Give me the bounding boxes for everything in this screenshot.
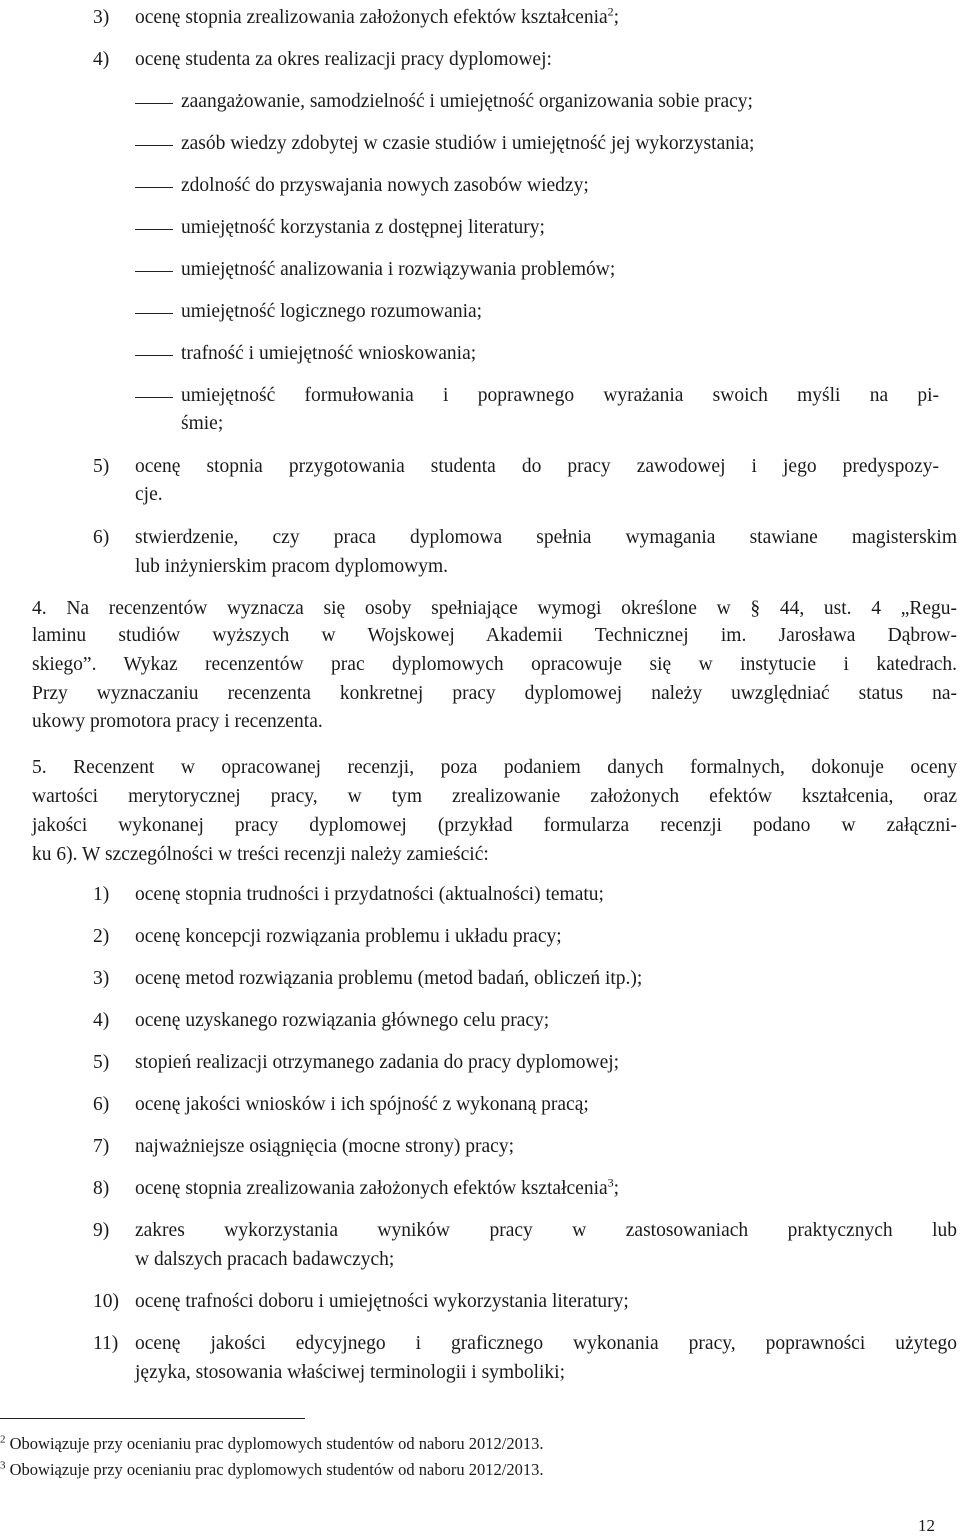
footnote: $^2$ Obowiązuje przy ocenianiu prac dyplomowych studentów od naboru 2012/2013.	[0, 1433, 544, 1453]
list-number: 3)	[93, 968, 110, 989]
dash-item-text: zasób wiedzy zdobytej w czasie studiów i umiejętność jej wykorzystania;	[181, 133, 755, 154]
list-item-text: stopień realizacji otrzymanego zadania do pracy dyplomowej;	[135, 1052, 620, 1073]
list-item-text: ocenę trafności doboru i umiejętności wykorzystania literatury;	[135, 1291, 629, 1312]
dash-item-text: umiejętność korzystania z dostępnej literatury;	[181, 217, 545, 238]
list-item-text: ocenę stopnia trudności i przydatności (aktualności) tematu;	[135, 884, 604, 905]
list-item-text: ocenę uzyskanego rozwiązania głównego celu pracy;	[135, 1010, 550, 1031]
dash-item-text: umiejętność logicznego rozumowania;	[181, 301, 483, 322]
list-item-text-cont: w dalszych pracach badawczych;	[135, 1249, 395, 1270]
dash-bullet	[135, 355, 173, 356]
footnote-ref[interactable]: 2	[607, 4, 614, 19]
paragraph-line: 5. Recenzent w opracowanej recenzji, poza podaniem danych formalnych, dokonuje oceny	[32, 757, 957, 778]
paragraph-line: Przy wyznaczaniu recenzenta konkretnej pracy dyplomowej należy uwzględniać status na-	[32, 683, 957, 704]
list-number: 4)	[93, 1010, 110, 1031]
list-item-text: ocenę jakości edycyjnego i graficznego wykonania pracy, poprawności użytego	[135, 1333, 957, 1354]
list-item-text-cont: lub inżynierskim pracom dyplomowym.	[135, 556, 449, 577]
dash-bullet	[135, 187, 173, 188]
list-number: 6)	[93, 1094, 110, 1115]
paragraph-line: ku 6). W szczególności w treści recenzji należy zamieścić:	[32, 844, 489, 865]
dash-item-text: zdolność do przyswajania nowych zasobów wiedzy;	[181, 175, 589, 196]
dash-item-text-cont: śmie;	[181, 413, 224, 434]
dash-item-text: umiejętność formułowania i poprawnego wyrażania swoich myśli na pi-	[181, 385, 939, 406]
list-number: 11)	[93, 1333, 119, 1354]
dash-bullet	[135, 229, 173, 230]
dash-bullet	[135, 103, 173, 104]
list-number: 4)	[93, 49, 110, 70]
list-number: 8)	[93, 1178, 110, 1199]
list-item-text: ocenę metod rozwiązania problemu (metod badań, obliczeń itp.);	[135, 968, 643, 989]
paragraph-line: skiego”. Wykaz recenzentów prac dyplomowych opracowuje się w instytucie i katedrach.	[32, 654, 957, 675]
dash-bullet	[135, 397, 173, 398]
paragraph-line: jakości wykonanej pracy dyplomowej (przykład formularza recenzji podano w załączni-	[32, 815, 957, 836]
dash-item-text: trafność i umiejętność wnioskowania;	[181, 343, 477, 364]
list-item-text: ocenę stopnia zrealizowania założonych efektów kształcenia$^2$;	[135, 4, 620, 28]
dash-item-text: zaangażowanie, samodzielność i umiejętność organizowania sobie pracy;	[181, 91, 753, 112]
list-item-text: ocenę koncepcji rozwiązania problemu i układu pracy;	[135, 926, 562, 947]
list-item-text: najważniejsze osiągnięcia (mocne strony) pracy;	[135, 1136, 515, 1157]
paragraph-line: wartości merytorycznej pracy, w tym zrealizowanie założonych efektów kształcenia, oraz	[32, 786, 957, 807]
list-number: 1)	[93, 884, 110, 905]
list-number: 10)	[93, 1291, 119, 1312]
dash-bullet	[135, 145, 173, 146]
list-item-text: zakres wykorzystania wyników pracy w zastosowaniach praktycznych lub	[135, 1220, 957, 1241]
list-number: 3)	[93, 7, 110, 28]
list-number: 5)	[93, 1052, 110, 1073]
footnote-separator	[0, 1418, 305, 1419]
list-number: 6)	[93, 527, 110, 548]
paragraph-line: laminu studiów wyższych w Wojskowej Akademii Technicznej im. Jarosława Dąbrow-	[32, 625, 957, 646]
list-number: 5)	[93, 456, 110, 477]
list-item-text: ocenę studenta za okres realizacji pracy dyplomowej:	[135, 49, 552, 70]
list-number: 2)	[93, 926, 110, 947]
list-number: 7)	[93, 1136, 110, 1157]
list-item-text: ocenę jakości wniosków i ich spójność z wykonaną pracą;	[135, 1094, 589, 1115]
footnote: $^3$ Obowiązuje przy ocenianiu prac dyplomowych studentów od naboru 2012/2013.	[0, 1459, 544, 1479]
paragraph-line: 4. Na recenzentów wyznacza się osoby spełniające wymogi określone w § 44, ust. 4 „Regu-	[32, 598, 957, 619]
paragraph-line: ukowy promotora pracy i recenzenta.	[32, 711, 323, 732]
dash-item-text: umiejętność analizowania i rozwiązywania problemów;	[181, 259, 616, 280]
dash-bullet	[135, 271, 173, 272]
list-item-text-cont: cje.	[135, 484, 163, 505]
list-item-text-cont: języka, stosowania właściwej terminologii i symboliki;	[135, 1362, 566, 1383]
list-item-text: ocenę stopnia zrealizowania założonych efektów kształcenia$^3$;	[135, 1175, 620, 1199]
page-number: 12	[918, 1516, 935, 1535]
footnote-ref[interactable]: 3	[607, 1175, 614, 1190]
list-number: 9)	[93, 1220, 110, 1241]
list-item-text: ocenę stopnia przygotowania studenta do pracy zawodowej i jego predyspozy-	[135, 456, 939, 477]
list-item-text: stwierdzenie, czy praca dyplomowa spełnia wymagania stawiane magisterskim	[135, 527, 957, 548]
dash-bullet	[135, 313, 173, 314]
